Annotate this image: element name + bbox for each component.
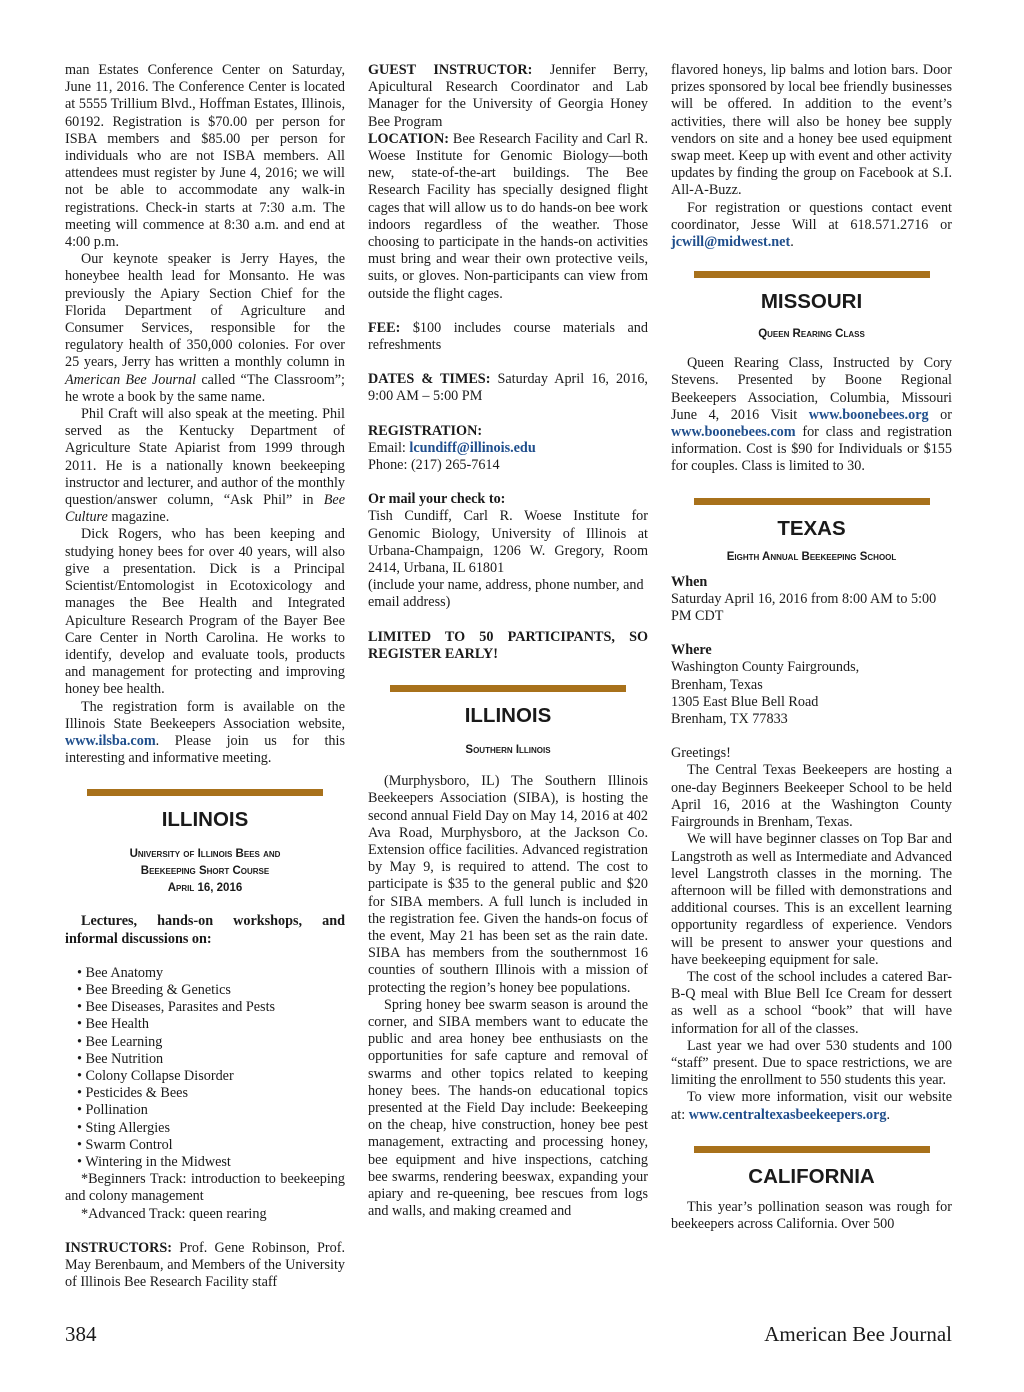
when-value: Saturday April 16, 2016 from 8:00 AM to 5:00 PM CDT [671, 590, 937, 625]
list-item: • Bee Learning [77, 1033, 163, 1050]
column-2 [368, 62, 648, 1220]
list-item: • Colony Collapse Disorder [77, 1067, 234, 1084]
email-link[interactable]: jcwill@midwest.net [671, 234, 791, 251]
paragraph-keynote: Our keynote speaker is Jerry Hayes, the honeybee health lead for Monsanto. He was previously the Apiary Section Chief for the Florida Department of Agriculture and Consumer Services, responsible for the regulatory health of 350,000 colonies. For over 25 years, Jerry has written a monthly column in American Bee Journal called “The Classroom”; he wrote a book by the same name. [65, 251, 346, 405]
beginners-track: *Beginners Track: introduction to beekeeping and colony management [65, 1171, 345, 1205]
section-divider [390, 685, 626, 692]
paragraph-queen-rearing: Queen Rearing Class, Instructed by Cory Stevens. Presented by Boone Regional Beekeepers Association, Columbia, Missouri June 4, 2016 Visit www.boonebees.org or www.boonebees.com for class and registration information. Cost is $90 for Individuals or $155 for couples. Class is limited to 30. [671, 355, 952, 475]
paragraph-texas-5: To view more information, visit our website at: www.centraltexasbeekeepers.org. [671, 1089, 952, 1123]
column-1 [65, 62, 345, 1291]
paragraph-contact: For registration or questions contact event coordinator, Jesse Will at 618.571.2716 or jcwill@midwest.net. [671, 199, 952, 251]
section-divider [694, 1146, 930, 1153]
list-item: • Bee Nutrition [77, 1050, 164, 1067]
paragraph: flavored honeys, lip balms and lotion bars. Door prizes sponsored by local bee friendly businesses will be offered. In addition to the event’s activities, there will also be honey bee supply vendors on site and a honey bee used equipment swap meet. Keep up with event and other activity updates by finding the group on Facebook at S.I. All-A-Buzz. [671, 62, 952, 199]
workshops-lead: Lectures, hands-on workshops, and informal discussions on: [65, 913, 345, 947]
list-item: • Bee Breeding & Genetics [77, 981, 231, 998]
mail-address: Tish Cundiff, Carl R. Woese Institute for Genomic Biology, University of Illinois at Urbana-Champaign, 1206 W. Gregory, Room 2414, Urbana, IL 61801 [368, 508, 648, 577]
guest-instructor: GUEST INSTRUCTOR: Jennifer Berry, Apicultural Research Coordinator and Lab Manager for the University of Georgia Honey Bee Program [368, 62, 648, 130]
advanced-track: *Advanced Track: queen rearing [81, 1205, 267, 1222]
paragraph-texas-3: The cost of the school includes a catered Bar-B-Q meal with Blue Bell Ice Cream for dessert as well as a school “book” that will have information for all of the classes. [671, 968, 952, 1037]
section-subheading: University of Illinois Bees and Beekeeping Short Course April 16, 2016 [129, 848, 281, 895]
where-line: Brenham, TX 77833 [671, 711, 788, 728]
paragraph-field-day: (Murphysboro, IL) The Southern Illinois Beekeepers Association (SIBA), is hosting the second annual Field Day on May 14, 2016 at 402 Ava Road, Murphysboro, at the Jackson Co. Extension office facilities. Advanced registration by May 9, is required to attend. The cost to participate is $35 to the general public and $20 for SIBA members. A full lunch is included in the registration fee. Given the hands-on focus of the event, May 21 has been set as the rain date. SIBA has members from the southernmost 16 counties of southern Illinois with a mission of protecting the region’s honey bee populations. [368, 773, 648, 996]
section-heading-texas: TEXAS [777, 516, 846, 540]
paragraph-swarm-season: Spring honey bee swarm season is around the corner, and SIBA members want to educate the public and area honey bee enthusiasts on the opportunities for safe capture and removal of swarms and other topics related to keeping honey bees. The hands-on educational topics presented at the Field Day include: Beekeeping on the cheap, hive construction, honey bee pest management, extracting and processing honey, bee equipment and hive inspections, catching bee swarms, rendering beeswax, expanding your apiary and re-queening, bee rescues from logs and walls, and making creamed and [368, 996, 648, 1220]
centraltexas-link[interactable]: www.centraltexasbeekeepers.org [688, 1106, 887, 1123]
section-heading-missouri: MISSOURI [760, 290, 863, 314]
instructors: INSTRUCTORS: Prof. Gene Robinson, Prof. May Berenbaum, and Members of the University of Illinois Bee Research Facility staff [65, 1239, 345, 1291]
where-label: Where [671, 642, 712, 659]
list-item: • Pollination [77, 1102, 148, 1119]
section-divider [694, 271, 930, 278]
boonebees-com-link[interactable]: www.boonebees.com [671, 424, 796, 441]
section-heading-illinois-southern: ILLINOIS [464, 704, 552, 728]
page-number: 384 [65, 1322, 97, 1346]
where-line: Washington County Fairgrounds, [671, 659, 860, 676]
section-heading-illinois: ILLINOIS [161, 808, 249, 832]
mail-note: (include your name, address, phone number, and email address) [368, 577, 644, 611]
topics-list [65, 965, 345, 1171]
boonebees-org-link[interactable]: www.boonebees.org [808, 406, 929, 423]
where-line: Brenham, Texas [671, 676, 763, 693]
where-line: 1305 East Blue Bell Road [671, 693, 819, 710]
section-heading-california: CALIFORNIA [748, 1164, 875, 1188]
paragraph-texas-4: Last year we had over 530 students and 100 “staff” present. Due to space restrictions, we are limiting the enrollment to 550 students this year. [671, 1037, 952, 1089]
paragraph-phil-craft: Phil Craft will also speak at the meeting. Phil served as the Kentucky Department of Agriculture State Apiarist from 1999 through 2011. He is a nationally known beekeeping instructor and lecturer, and author of the monthly question/answer column, “Ask Phil” in Bee Culture magazine. [65, 406, 345, 526]
list-item: • Pesticides & Bees [77, 1085, 188, 1102]
list-item: • Bee Anatomy [77, 964, 164, 981]
registration-label: REGISTRATION: [368, 422, 483, 439]
section-subheading: Eighth Annual Beekeeping School [726, 550, 897, 563]
section-divider [87, 789, 323, 796]
greeting: Greetings! [671, 745, 731, 762]
registration-phone: Phone: (217) 265-7614 [368, 457, 500, 474]
paragraph-texas-2: We will have beginner classes on Top Bar and Langstroth as well as Intermediate and Advanced level Langstroth classes in the morning. The afternoon will be filled with demonstrations and additional courses. This is an excellent learning opportunity regardless of experience. Vendors will be present to answer your questions and have beekeeping equipment for sale. [671, 831, 952, 968]
list-item: • Swarm Control [77, 1136, 173, 1153]
list-item: • Sting Allergies [77, 1119, 170, 1136]
list-item: • Bee Diseases, Parasites and Pests [77, 999, 276, 1016]
section-subheading: Queen Rearing Class [758, 328, 865, 341]
section-divider [694, 498, 930, 505]
fee: FEE: $100 includes course materials and refreshments [368, 319, 648, 354]
paragraph: man Estates Conference Center on Saturday, June 11, 2016. The Conference Center is located at 5555 Trillium Blvd., Hoffman Estates, Illinois, 60192. Registration is $70.00 per person for ISBA members and $85.00 per person for individuals who are not ISBA members. All attendees must register by June 4, 2016; we will not be able to accommodate any walk-in registrations. Check-in starts at 7:30 a.m. The meeting will commence at 8:30 a.m. and end at 4:00 p.m. [65, 62, 345, 251]
column-3 [671, 62, 952, 1233]
list-item: • Wintering in the Midwest [77, 1153, 231, 1170]
registration-email: Email: lcundiff@illinois.edu [368, 439, 536, 456]
limited-notice: LIMITED TO 50 PARTICIPANTS, SO REGISTER EARLY! [368, 628, 648, 662]
paragraph-texas-1: The Central Texas Beekeepers are hosting a one-day Beginners Beekeeper School to be held April 16, 2016 at the Washington County Fairgrounds in Brenham, Texas. [671, 762, 952, 831]
mail-label: Or mail your check to: [368, 491, 506, 508]
paragraph-registration-form: The registration form is available on the Illinois State Beekeepers Association website, www.ilsba.com. Please join us for this interesting and informative meeting. [65, 698, 345, 767]
ilsba-link[interactable]: www.ilsba.com [65, 732, 156, 749]
paragraph-dick-rogers: Dick Rogers, who has been keeping and studying honey bees for over 40 years, will also give a presentation. Dick is a Principal Scientist/Entomologist in Ecotoxicology and manages the Bee Health and Integrated Apiculture Research Program of the Bayer Bee Care Center in North Carolina. He works to identify, develop and evaluate tools, products and management for protecting and improving honey bee health. [65, 526, 345, 698]
paragraph-california: This year’s pollination season was rough for beekeepers across California. Over 500 [671, 1198, 952, 1232]
list-item: • Bee Health [77, 1016, 149, 1033]
when-label: When [671, 573, 708, 590]
location: LOCATION: Bee Research Facility and Carl R. Woese Institute for Genomic Biology—both new, state-of-the-art buildings. The Bee Research Facility has specially designed flight cages that will allow us to do hands-on bee work indoors regardless of the weather. Those choosing to participate in the hands-on activities must bring and wear their own protective veils, suits, or gloves. Non-participants can view from outside the flight cages. [368, 130, 648, 302]
section-subheading: Southern Illinois [465, 744, 551, 757]
email-link[interactable]: lcundiff@illinois.edu [409, 439, 536, 456]
dates-times: DATES & TIMES: Saturday April 16, 2016, 9:00 AM – 5:00 PM [368, 371, 648, 405]
journal-name: American Bee Journal [764, 1322, 952, 1346]
